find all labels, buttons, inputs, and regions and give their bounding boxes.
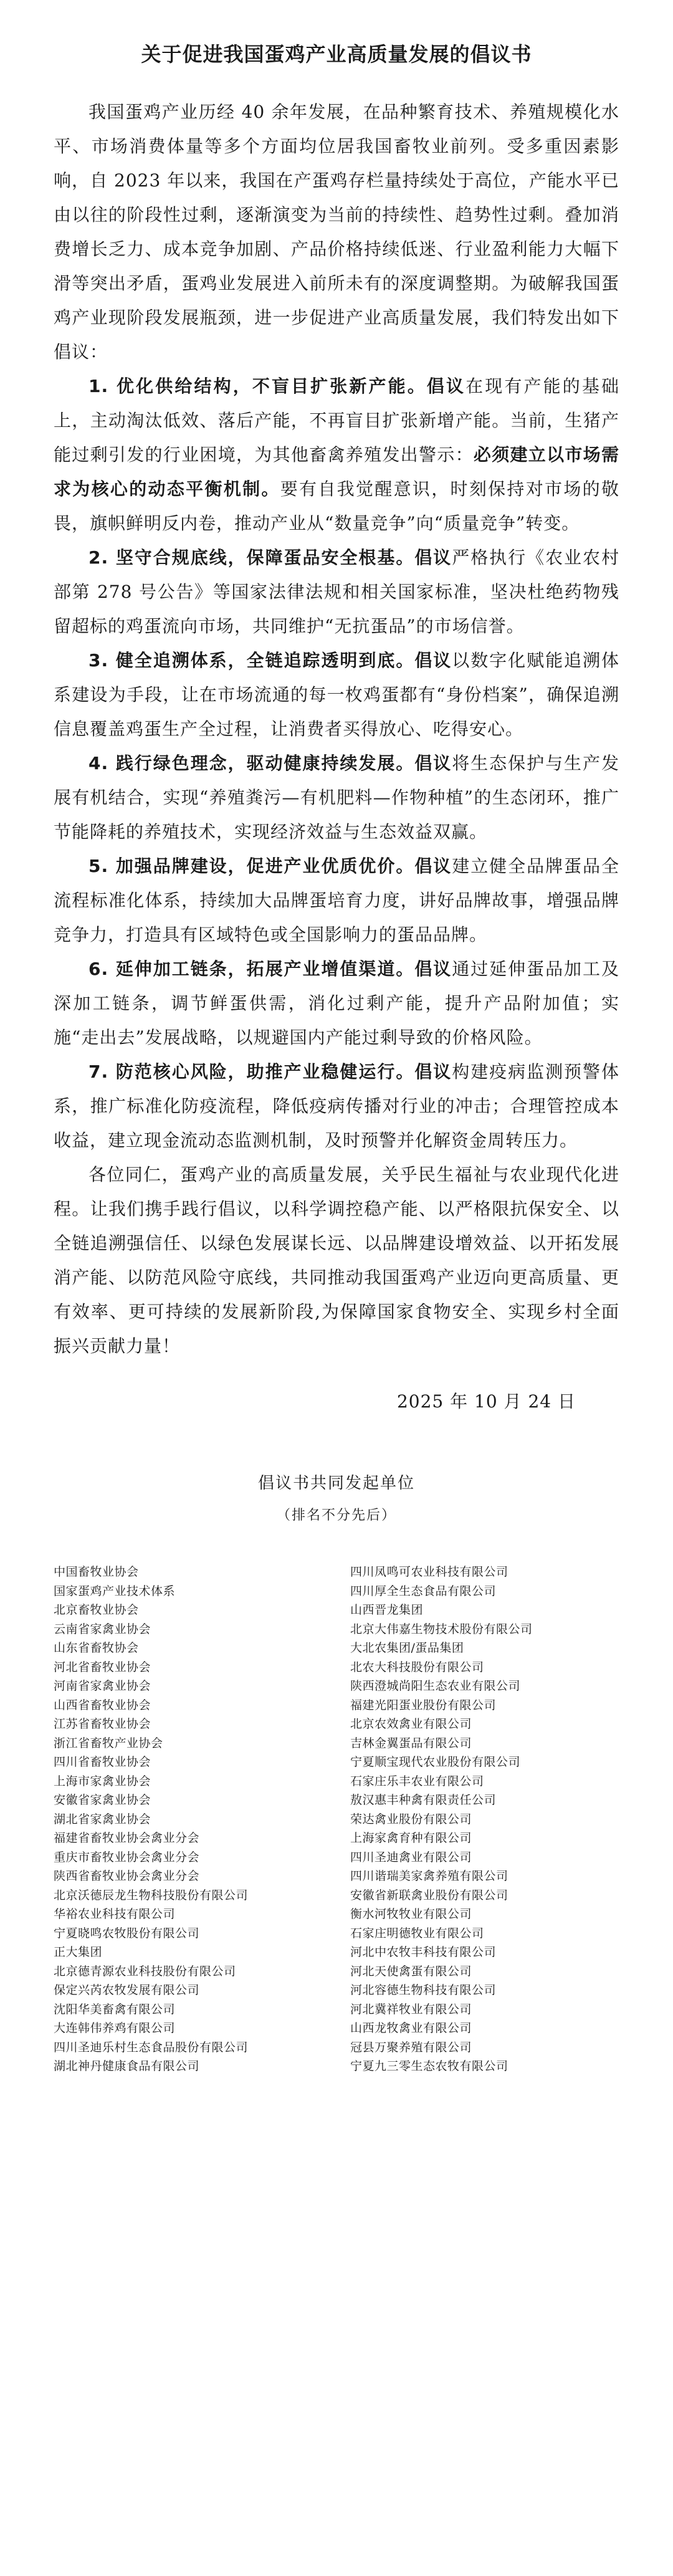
- signer-organization: 宁夏晓鸣农牧股份有限公司: [54, 1926, 200, 1940]
- signer-organization: 上海家禽育种有限公司: [350, 1831, 472, 1845]
- signer-organization: 北京沃德辰龙生物科技股份有限公司: [54, 1888, 249, 1902]
- proposal-item-text: 构建疫病监测预警体系，推广标准化防疫流程，降低疫病传播对行业的冲击；合理管控成本收益，建立现金流动态监测机制，及时预警并化解资金周转压力。: [54, 1061, 619, 1151]
- signer-organization: 吉林金翼蛋品有限公司: [350, 1736, 472, 1750]
- signers-note: （排名不分先后）: [276, 1508, 396, 1523]
- signer-organization: 北京农效禽业有限公司: [350, 1717, 472, 1731]
- signer-organization: 宁夏九三零生态农牧有限公司: [350, 2059, 508, 2073]
- proposal-item-text: 以数字化赋能追溯体系建设为手段，让在市场流通的每一枚鸡蛋都有“身份档案”，确保追溯信息覆盖鸡蛋生产全过程，让消费者买得放心、吃得安心。: [54, 650, 619, 739]
- signer-organization: 河北冀祥牧业有限公司: [350, 2002, 472, 2016]
- signer-organization: 河北天使禽蛋有限公司: [350, 1964, 472, 1978]
- proposal-item-title: 5. 加强品牌建设，促进产业优质优价。: [88, 856, 415, 876]
- proposal-item-7: [54, 1055, 619, 1157]
- proposal-item-text: 建立健全品牌蛋品全流程标准化体系，持续加大品牌蛋培育力度，讲好品牌故事，增强品牌竞争力，打造具有区域特色或全国影响力的蛋品品牌。: [54, 856, 619, 945]
- signer-organization: 宁夏顺宝现代农业股份有限公司: [350, 1755, 521, 1769]
- signer-organization: 陕西省畜牧业协会禽业分会: [54, 1869, 200, 1883]
- signer-organization: 河北容德生物科技有限公司: [350, 1983, 497, 1997]
- proposal-item-text: 要有自我觉醒意识，时刻保持对市场的敬畏，旗帜鲜明反内卷，推动产业从“数量竞争”向“质量竞争”转变。: [54, 479, 619, 534]
- signers-heading: 倡议书共同发起单位: [257, 1474, 415, 1493]
- document-date: 2025 年 10 月 24 日: [396, 1391, 576, 1412]
- proposal-item-title: 7. 防范核心风险，助推产业稳健运行。: [88, 1061, 415, 1082]
- proposal-item-text: 在现有产能的基础上，主动淘汰低效、落后产能，不再盲目扩张新增产能。当前，生猪产能过剩引发的行业困境，为其他畜禽养殖发出警示：: [54, 376, 619, 465]
- signer-organization: 沈阳华美畜禽有限公司: [54, 2002, 176, 2016]
- proposal-item-text: 严格执行《农业农村部第 278 号公告》等国家法律法规和相关国家标准，坚决杜绝药物残留超标的鸡蛋流向市场，共同维护“无抗蛋品”的市场信誉。: [54, 547, 619, 636]
- signer-organization: 上海市家禽业协会: [54, 1774, 151, 1788]
- signer-organization: 国家蛋鸡产业技术体系: [54, 1584, 176, 1598]
- signer-organization: 山西晋龙集团: [350, 1603, 424, 1617]
- proposal-item-lead: 倡议: [414, 1061, 452, 1082]
- signer-organization: 河北省畜牧业协会: [54, 1660, 151, 1674]
- signer-organization: 河北中农牧丰科技有限公司: [350, 1945, 497, 1959]
- proposal-item-lead: 倡议: [426, 376, 466, 396]
- proposal-item-title: 1. 优化供给结构，不盲目扩张新产能。: [88, 376, 427, 396]
- proposal-item-2: [54, 540, 619, 643]
- proposal-item-1: [54, 369, 619, 540]
- proposal-item-emphasis: 必须建立以市场需求为核心的动态平衡机制。: [54, 444, 619, 499]
- signer-organization: 正大集团: [54, 1945, 103, 1959]
- signer-organization: 北京畜牧业协会: [54, 1603, 139, 1617]
- signer-organization: 北京德青源农业科技股份有限公司: [54, 1964, 236, 1978]
- proposal-item-lead: 倡议: [414, 856, 452, 876]
- signer-organization: 敖汉惠丰种禽有限责任公司: [350, 1793, 497, 1807]
- signer-organization: 衡水河牧牧业有限公司: [350, 1907, 472, 1921]
- signer-organization: 石家庄乐丰农业有限公司: [350, 1774, 484, 1788]
- signer-organization: 四川圣迪乐村生态食品股份有限公司: [54, 2040, 249, 2054]
- signer-organization: 石家庄明德牧业有限公司: [350, 1926, 484, 1940]
- proposal-item-text: 将生态保护与生产发展有机结合，实现“养殖粪污—有机肥料—作物种植”的生态闭环，推广节能降耗的养殖技术，实现经济效益与生态效益双赢。: [54, 753, 619, 842]
- signer-organization: 福建光阳蛋业股份有限公司: [350, 1698, 497, 1712]
- proposal-item-title: 6. 延伸加工链条，拓展产业增值渠道。: [88, 959, 415, 979]
- signer-organization: 四川凤鸣可农业科技有限公司: [350, 1565, 508, 1579]
- signer-organization: 山西省畜牧业协会: [54, 1698, 151, 1712]
- signers-left-column: [54, 1563, 334, 2076]
- closing-paragraph: 各位同仁，蛋鸡产业的高质量发展，关乎民生福祉与农业现代化进程。让我们携手践行倡议，以科学调控稳产能、以严格限抗保安全、以全链追溯强信任、以绿色发展谋长远、以品牌建设增效益、以开拓发展消产能、以防范风险守底线，共同推动我国蛋鸡产业迈向更高质量、更有效率、更可持续的发展新阶段,为保障国家食物安全、实现乡村全面振兴贡献力量！: [54, 1164, 619, 1356]
- signer-organization: 浙江省畜牧产业协会: [54, 1736, 163, 1750]
- signer-organization: 华裕农业科技有限公司: [54, 1907, 176, 1921]
- proposal-item-lead: 倡议: [414, 753, 452, 773]
- signer-organization: 大连韩伟养鸡有限公司: [54, 2021, 176, 2035]
- proposal-item-title: 4. 践行绿色理念，驱动健康持续发展。: [88, 753, 415, 773]
- proposal-item-6: [54, 952, 619, 1055]
- signer-organization: 大北农集团/蛋品集团: [350, 1641, 464, 1655]
- proposal-item-lead: 倡议: [414, 547, 452, 568]
- signer-organization: 四川省畜牧业协会: [54, 1755, 151, 1769]
- proposal-item-3: [54, 643, 619, 746]
- signer-organization: 北农大科技股份有限公司: [350, 1660, 484, 1674]
- signer-organization: 陕西澄城尚阳生态农业有限公司: [350, 1679, 521, 1693]
- proposal-item-4: [54, 746, 619, 849]
- signer-organization: 江苏省畜牧业协会: [54, 1717, 151, 1731]
- signer-organization: 福建省畜牧业协会禽业分会: [54, 1831, 200, 1845]
- proposal-item-5: [54, 849, 619, 952]
- proposal-item-lead: 倡议: [414, 959, 452, 979]
- signer-organization: 四川圣迪禽业有限公司: [350, 1850, 472, 1864]
- signer-organization: 湖北神丹健康食品有限公司: [54, 2059, 200, 2073]
- signer-organization: 保定兴芮农牧发展有限公司: [54, 1983, 200, 1997]
- signer-organization: 冠县万聚养殖有限公司: [350, 2040, 472, 2054]
- document-body: [54, 95, 619, 1363]
- proposal-item-text: 通过延伸蛋品加工及深加工链条，调节鲜蛋供需，消化过剩产能，提升产品附加值；实施“走出去”发展战略，以规避国内产能过剩导致的价格风险。: [54, 959, 619, 1048]
- signer-organization: 河南省家禽业协会: [54, 1679, 151, 1693]
- signer-organization: 四川厚全生态食品有限公司: [350, 1584, 497, 1598]
- signer-organization: 山西龙牧禽业有限公司: [350, 2021, 472, 2035]
- signers-right-column: [350, 1563, 612, 2076]
- signer-organization: 湖北省家禽业协会: [54, 1812, 151, 1826]
- signer-organization: 北京大伟嘉生物技术股份有限公司: [350, 1622, 533, 1636]
- signer-organization: 四川谐瑞美家禽养殖有限公司: [350, 1869, 508, 1883]
- signer-organization: 荣达禽业股份有限公司: [350, 1812, 472, 1826]
- proposal-item-title: 3. 健全追溯体系，全链追踪透明到底。: [88, 650, 415, 671]
- proposal-item-lead: 倡议: [414, 650, 452, 671]
- proposal-item-title: 2. 坚守合规底线，保障蛋品安全根基。: [88, 547, 415, 568]
- signer-organization: 安徽省新联禽业股份有限公司: [350, 1888, 508, 1902]
- signer-organization: 重庆市畜牧业协会禽业分会: [54, 1850, 200, 1864]
- signer-organization: 安徽省家禽业协会: [54, 1793, 151, 1807]
- signer-organization: 中国畜牧业协会: [54, 1565, 139, 1579]
- document-title: 关于促进我国蛋鸡产业高质量发展的倡议书: [141, 42, 532, 66]
- signer-organization: 云南省家禽业协会: [54, 1622, 151, 1636]
- signers-list: [54, 1563, 619, 2076]
- signer-organization: 山东省畜牧协会: [54, 1641, 139, 1655]
- intro-paragraph: 我国蛋鸡产业历经 40 余年发展，在品种繁育技术、养殖规模化水平、市场消费体量等多个方面均位居我国畜牧业前列。受多重因素影响，自 2023 年以来，我国在产蛋鸡存栏量持续处于高位，产能水平已由以往的阶段性过剩，逐渐演变为当前的持续性、趋势性过剩。叠加消费增长乏力、成本竞争加剧、产品价格持续低迷、行业盈利能力大幅下滑等突出矛盾，蛋鸡业发展进入前所未有的深度调整期。为破解我国蛋鸡产业现阶段发展瓶颈，进一步促进产业高质量发展，我们特发出如下倡议：: [54, 102, 619, 362]
